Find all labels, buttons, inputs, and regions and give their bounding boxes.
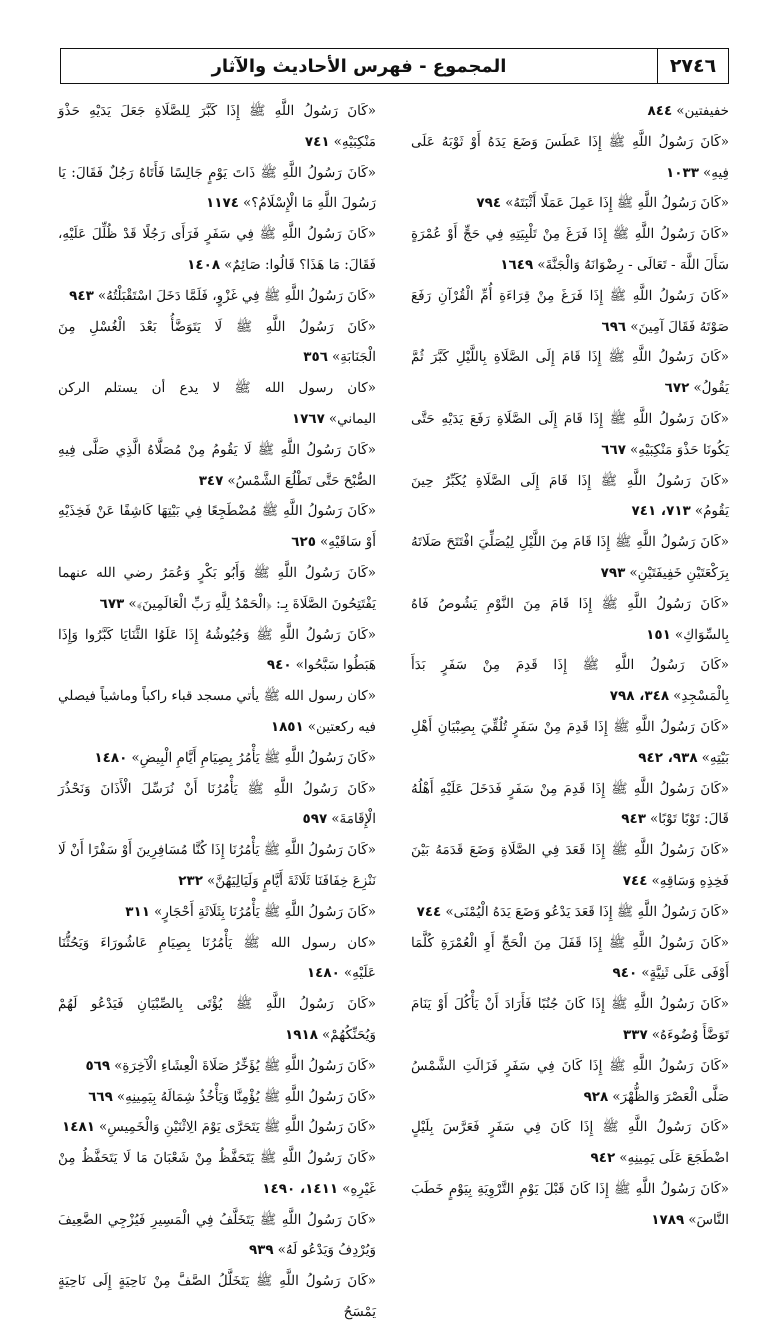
page-reference: ١٧٨٩ (651, 1211, 685, 1228)
left-column (58, 96, 376, 1321)
index-entry (58, 312, 376, 374)
page-title: المجموع - فهرس الأحاديث والآثار (211, 55, 507, 77)
page-reference: ١٨٥١ (270, 718, 304, 735)
page-reference: ١٩١٨ (285, 1026, 318, 1043)
page-reference: ١٤٨٠ (94, 749, 128, 766)
index-entry (411, 650, 729, 712)
hadith-text: «كَانَ رَسُولُ اللَّهِ ﷺ يُؤْتَى بِالصِّبْيَانِ فَيَدْعُو لَهُمْ وَيُحَنِّكُهُمْ» (58, 996, 376, 1043)
index-entry (411, 1112, 729, 1174)
page-reference: ١٤٨١ (62, 1119, 96, 1136)
page-reference: ٦٧٢ (664, 380, 690, 397)
index-entry (58, 989, 376, 1051)
hadith-text: «كَانَ رَسُولُ اللَّهِ ﷺ فِي سَفَرٍ فَرَأَى رَجُلًا قَدْ ظُلِّلَ عَلَيْهِ، فَقَالَ: مَا هَذَا؟ قَالُوا: صَائِمٌ» (58, 226, 376, 273)
hadith-text: «كَانَ رَسُولُ اللَّهِ ﷺ يَأْمُرُنَا إِذَا كُنَّا مُسَافِرِينَ أَوْ سَفْرًا أَنْ لَا نَنْزِعَ خِفَافَنَا ثَلَاثَةَ أَيَّامٍ وَلَيَالِيَهُنَّ» (58, 842, 376, 889)
index-entry (411, 589, 729, 651)
index-entry (58, 1051, 376, 1082)
index-entry (58, 281, 376, 312)
hadith-text: «كَانَ رَسُولُ اللَّهِ ﷺ يَأْمُرُ بِصِيَامِ أَيَّامِ الْبِيضِ» (131, 749, 376, 766)
hadith-text: «كَانَ رَسُولُ اللَّهِ ﷺ إِذَا قَامَ إِلَى الصَّلَاةِ رَفَعَ يَدَيْهِ حَتَّى يَكُونَا حَذْوَ مَنْكِبَيْهِ» (411, 410, 729, 458)
hadith-text: «كَانَ رَسُولُ اللَّهِ ﷺ يَتَخَلَّفُ فِي الْمَسِيرِ فَيُزْجِي الضَّعِيفَ وَيُرْدِفُ وَيَدْعُو لَهُ» (58, 1211, 376, 1259)
index-entry (58, 1112, 376, 1143)
hadith-text: «كَانَ رَسُولُ اللَّهِ ﷺ إِذَا قَدِمَ مِنْ سَفَرٍ تُلُقِّيَ بِصِبْيَانِ أَهْلِ بَيْتِهِ» (411, 718, 729, 766)
page-reference: ٩٤٣ (69, 287, 94, 304)
page-reference: ١٥١ (646, 626, 671, 643)
hadith-text: «كَانَ رَسُولُ اللَّهِ ﷺ إِذَا فَرَغَ مِنْ تَلْبِيَتِهِ فِي حَجٍّ أَوْ عُمْرَةٍ سَأَلَ اللَّهَ - تَعَالَى - رِضْوَانَهُ وَالْجَنَّةَ» (411, 226, 729, 273)
hadith-text: «كَانَ رَسُولُ اللَّهِ ﷺ ذَاتَ يَوْمٍ جَالِسًا فَأَتَاهُ رَجُلٌ فَقَالَ: يَا رَسُولَ اللَّهِ مَا الْإِسْلَامُ؟» (58, 164, 376, 212)
page-reference: ٥٩٧ (302, 811, 328, 828)
hadith-text: «كَانَ رَسُولُ اللَّهِ ﷺ مُضْطَجِعًا فِي بَيْتِهَا كَاشِفًا عَنْ فَخِذَيْهِ أَوْ سَاقَيْهِ» (58, 503, 376, 551)
page-reference: ٦٩٦ (601, 318, 627, 335)
page-reference: ١٤٨٠ (306, 965, 340, 982)
index-entry (58, 96, 376, 158)
page-reference: ٧٩٤ (476, 195, 502, 212)
page-reference: ٢٣٢ (178, 872, 204, 889)
page-reference: ١٧٦٧ (291, 410, 325, 427)
hadith-text: «كَانَ رَسُولُ اللَّهِ ﷺ إِذَا كَانَ قَبْلَ يَوْمِ التَّرْوِيَةِ بِيَوْمٍ خَطَبَ النَّاسَ» (411, 1180, 729, 1228)
page-header (60, 48, 729, 84)
page-reference: ٩٤٠ (266, 657, 292, 674)
index-entry (58, 435, 376, 497)
index-entry (58, 835, 376, 897)
page-reference: ٩٤٠ (612, 965, 638, 982)
page-reference: ٩٢٨ (583, 1088, 609, 1105)
index-entry (58, 1205, 376, 1267)
hadith-text: «كَانَ رَسُولُ اللَّهِ ﷺ إِذَا عَمِلَ عَمَلًا أَثْبَتَهُ» (505, 195, 729, 212)
index-entry (58, 897, 376, 928)
hadith-text: «كَانَ رَسُولُ اللَّهِ ﷺ إِذَا كَبَّرَ لِلصَّلَاةِ جَعَلَ يَدَيْهِ حَذْوَ مَنْكِبَيْهِ» (58, 103, 376, 150)
hadith-text: «كَانَ رَسُولُ اللَّهِ ﷺ لَا يَقُومُ مِنْ مُصَلَّاهُ الَّذِي صَلَّى فِيهِ الصُّبْحَ حَتَّى تَطْلُعَ الشَّمْسُ» (58, 441, 376, 489)
index-entry (58, 558, 376, 620)
hadith-text: «كَانَ رَسُولُ اللَّهِ ﷺ إِذَا قَامَ إِلَى الصَّلَاةِ يُكَبِّرُ حِينَ يَقُومُ» (411, 472, 729, 520)
index-entry (58, 158, 376, 220)
hadith-text: «كَانَ رَسُولُ اللَّهِ ﷺ إِذَا قَعَدَ يَدْعُو وَضَعَ يَدَهُ الْيُمْنَى» (445, 903, 729, 920)
index-entry (58, 1266, 376, 1328)
hadith-text: «كَانَ رَسُولُ اللَّهِ ﷺ يَتَحَفَّظُ مِنْ شَعْبَانَ مَا لَا يَتَحَفَّظُ مِنْ غَيْرِهِ» (58, 1150, 376, 1197)
index-entry (411, 404, 729, 466)
index-entry (58, 743, 376, 774)
hadith-text: «كَانَ رَسُولُ اللَّهِ ﷺ إِذَا قَامَ إِلَى الصَّلَاةِ بِاللَّيْلِ كَبَّرَ ثُمَّ يَقُولُ» (411, 349, 729, 397)
index-entry (411, 127, 729, 189)
index-entry (58, 774, 376, 836)
index-entry (411, 928, 729, 990)
hadith-text: خفيفتين» (676, 103, 729, 119)
hadith-text: «كَانَ رَسُولُ اللَّهِ ﷺ إِذَا قَفَلَ مِنَ الْحَجِّ أَوِ الْعُمْرَةِ كُلَّمَا أَوْفَى عَلَى ثَنِيَّةٍ» (411, 934, 729, 982)
page-reference: ٥٦٩ (85, 1057, 111, 1074)
hadith-text: «كَانَ رَسُولُ اللَّهِ ﷺ يَتَحَرَّى يَوْمَ الِاثْنَيْنِ وَالْخَمِيسِ» (99, 1119, 376, 1136)
index-entry (411, 188, 729, 219)
hadith-text: «كَانَ رَسُولُ اللَّهِ ﷺ إِذَا فَرَغَ مِنْ قِرَاءَةِ أُمِّ الْقُرْآنِ رَفَعَ صَوْتَهُ فَقَالَ آمِينَ» (411, 287, 729, 335)
hadith-text: «كَانَ رَسُولُ اللَّهِ ﷺ إِذَا قَامَ مِنَ النَّوْمِ يَشُوصُ فَاهُ بِالسِّوَاكِ» (411, 595, 729, 643)
index-entry (58, 1143, 376, 1205)
page-reference: ٣٥٦ (303, 349, 328, 366)
page-reference: ٦٦٩ (88, 1088, 113, 1105)
page-reference: ١١٧٤ (206, 195, 239, 212)
hadith-text: «كَانَ رَسُولُ اللَّهِ ﷺ إِذَا قَدِمَ مِنْ سَفَرٍ فَدَخَلَ عَلَيْهِ أَهْلُهُ قَالَ: تَوْبًا تَوْبًا» (411, 780, 729, 828)
index-entry (58, 681, 376, 743)
page-reference: ٦٧٣ (99, 595, 125, 612)
page-reference: ١٦٤٩ (500, 256, 534, 273)
hadith-text: «كَانَ رَسُولُ اللَّهِ ﷺ يَأْمُرُنَا أَنْ نُرَسِّلَ الْأَذَانَ وَنَحْذُرَ الْإِقَامَةَ» (58, 780, 376, 828)
hadith-text: «كَانَ رَسُولُ اللَّهِ ﷺ يَتَخَلَّلُ الصَّفَّ مِنْ نَاحِيَةٍ إِلَى نَاحِيَةٍ يَمْسَحُ (58, 1273, 376, 1321)
index-entry (411, 712, 729, 774)
page-reference: ٩٣٨، ٩٤٢ (638, 749, 698, 766)
index-entry (411, 1174, 729, 1236)
page-reference: ١٠٣٣ (666, 164, 699, 181)
page-reference: ٧٤٤ (622, 872, 648, 889)
hadith-text: «كان رسول الله ﷺ يأتي مسجد قباء راكباً وماشياً فيصلي فيه ركعتين» (58, 688, 376, 735)
index-entry (58, 620, 376, 682)
hadith-text: «كَانَ رَسُولُ اللَّهِ ﷺ يُؤَخِّرُ صَلَاةَ الْعِشَاءِ الْآخِرَةِ» (114, 1057, 376, 1074)
index-entry (411, 342, 729, 404)
page-reference: ٧١٣، ٧٤١ (631, 503, 691, 520)
hadith-text: «كَانَ رَسُولُ اللَّهِ ﷺ فِي غَزْوٍ، فَلَمَّا دَخَلَ اسْتَقْبَلْتُهُ» (97, 287, 376, 304)
page-reference: ٨٤٤ (647, 103, 673, 119)
page-reference: ٧٩٣ (600, 564, 626, 581)
hadith-text: «كَانَ رَسُولُ اللَّهِ ﷺ إِذَا قَامَ مِنَ اللَّيْلِ لِيُصَلِّيَ افْتَتَحَ صَلَاتَهُ بِرَكْعَتَيْنِ خَفِيفَتَيْنِ» (411, 534, 729, 581)
hadith-text: «كَانَ رَسُولُ اللَّهِ ﷺ إِذَا كَانَ فِي سَفَرٍ فَزَالَتِ الشَّمْسُ صَلَّى الْعَصْرَ وَالظُّهْرَ» (411, 1057, 729, 1105)
hadith-text: «كَانَ رَسُولُ اللَّهِ ﷺ إِذَا عَطَسَ وَضَعَ يَدَهُ أَوْ ثَوْبَهُ عَلَى فِيهِ» (411, 133, 729, 181)
page-reference: ٣٤٨، ٧٩٨ (609, 688, 670, 705)
page-reference: ١٤٠٨ (187, 256, 221, 273)
page-number: ٢٧٤٦ (657, 49, 728, 83)
page-reference: ٣٣٧ (623, 1026, 648, 1043)
index-entry (411, 989, 729, 1051)
page-reference: ٧٤١ (304, 133, 330, 150)
hadith-text: «كَانَ رَسُولُ اللَّهِ ﷺ وَجُيُوشُهُ إِذَا عَلَوُا الثَّنَايَا كَبَّرُوا وَإِذَا هَبَطُوا سَبَّحُوا» (58, 626, 376, 674)
page-reference: ٦٢٥ (291, 534, 316, 551)
index-entry (411, 527, 729, 589)
index-entry (411, 219, 729, 281)
hadith-text: «كَانَ رَسُولُ اللَّهِ ﷺ لَا يَتَوَضَّأُ بَعْدَ الْغُسْلِ مِنَ الْجَنَابَةِ» (58, 318, 376, 366)
index-entry (58, 928, 376, 990)
page-reference: ٩٤٣ (621, 811, 647, 828)
index-entry (58, 373, 376, 435)
index-entry (411, 96, 729, 127)
index-entry (411, 1051, 729, 1113)
page-reference: ٩٣٩ (248, 1242, 274, 1259)
index-entry (58, 496, 376, 558)
right-column (411, 96, 729, 1228)
page-reference: ١٤١١، ١٤٩٠ (262, 1180, 339, 1197)
page-reference: ٣١١ (125, 903, 151, 920)
page-reference: ٩٤٢ (590, 1150, 616, 1167)
hadith-text: «كان رسول الله ﷺ يَأْمُرُنَا بِصِيَامِ عَاشُورَاءَ وَيَحُثُّنَا عَلَيْهِ» (58, 934, 376, 982)
page-reference: ٧٤٤ (416, 903, 442, 920)
index-entry (411, 897, 729, 928)
index-entry (411, 835, 729, 897)
hadith-text: «كَانَ رَسُولُ اللَّهِ ﷺ إِذَا قَعَدَ فِي الصَّلَاةِ وَضَعَ قَدَمَهُ بَيْنَ فَخِذِهِ وَسَاقِهِ» (411, 842, 729, 889)
hadith-text: «كَانَ رَسُولُ اللَّهِ ﷺ إِذَا كَانَ جُنُبًا فَأَرَادَ أَنْ يَأْكُلَ أَوْ يَنَامَ تَوَضَّأَ وُضُوءَهُ» (411, 996, 729, 1043)
hadith-text: «كان رسول الله ﷺ لا يدع أن يستلم الركن اليماني» (58, 380, 376, 427)
hadith-text: «كَانَ رَسُولُ اللَّهِ ﷺ إِذَا قَدِمَ مِنْ سَفَرٍ بَدَأَ بِالْمَسْجِدِ» (411, 657, 729, 705)
hadith-text: «كَانَ رَسُولُ اللَّهِ ﷺ يُؤْمِنَّا وَيَأْخُذُ شِمَالَهُ بِيَمِينِهِ» (116, 1088, 376, 1105)
index-entry (58, 219, 376, 281)
index-entry (58, 1082, 376, 1113)
hadith-text: «كَانَ رَسُولُ اللَّهِ ﷺ وَأَبُو بَكْرٍ وَعُمَرُ رضي الله عنهما يَفْتَتِحُونَ الصَّلَاةَ بِـ: ﴿الْحَمْدُ لِلَّهِ رَبِّ الْعَالَمِينَ﴾» (58, 564, 376, 612)
index-entry (411, 774, 729, 836)
index-entry (411, 281, 729, 343)
hadith-text: «كَانَ رَسُولُ اللَّهِ ﷺ إِذَا كَانَ فِي سَفَرٍ فَعَرَّسَ بِلَيْلٍ اضْطَجَعَ عَلَى يَمِينِهِ» (411, 1119, 729, 1167)
page-reference: ٦٦٧ (601, 441, 626, 458)
hadith-text: «كَانَ رَسُولُ اللَّهِ ﷺ يَأْمُرُنَا بِثَلَاثَةِ أَحْجَارٍ» (154, 903, 376, 920)
page-reference: ٣٤٧ (198, 472, 224, 489)
index-entry (411, 466, 729, 528)
